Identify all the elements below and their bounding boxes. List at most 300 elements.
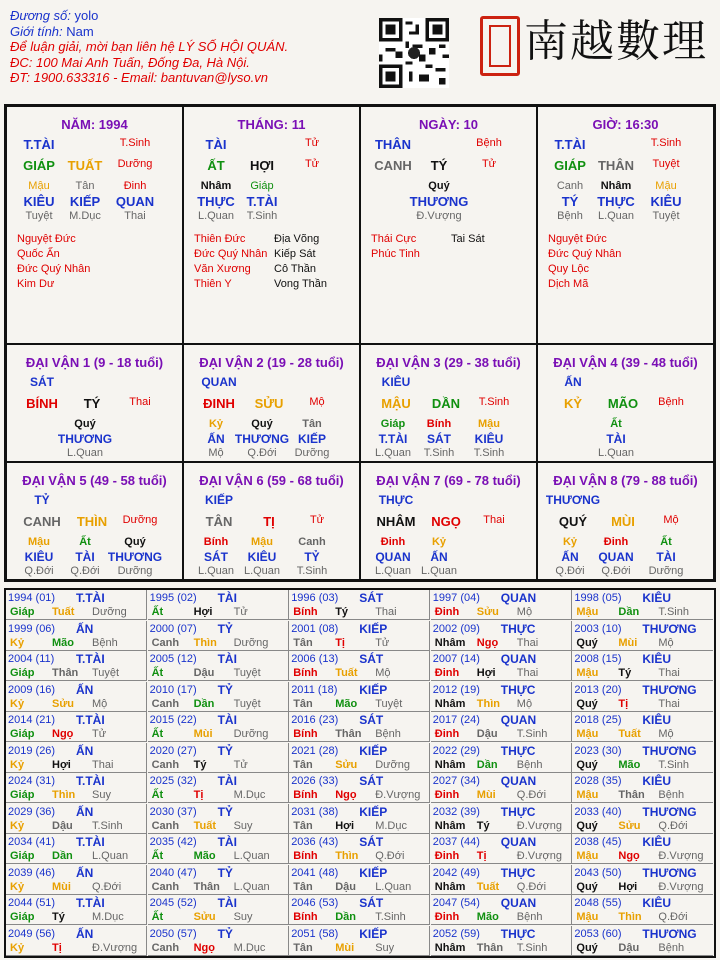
year-life-stage: Q.Đới (658, 911, 688, 923)
dai-van-ten-god: KIÊU (24, 550, 54, 564)
dai-van-life-stage: Q.Đới (601, 565, 631, 577)
year-branch: Mùi (193, 728, 213, 740)
contact-line: Để luận giải, mời bạn liên hệ LÝ SỐ HỘI QUÁN. (10, 39, 289, 54)
year-label: 2039 (46) (8, 866, 56, 879)
year-life-stage: Tuyệt (375, 697, 403, 710)
year-star: QUAN (500, 713, 537, 727)
dai-van-stage: Mộ (663, 514, 679, 526)
year-cell (572, 865, 713, 895)
pillar-value: L.Quan (197, 210, 235, 222)
pillar-value: Dưỡng (117, 158, 153, 170)
pillar-value: Nhâm (600, 180, 632, 192)
year-label: 2025 (32) (149, 775, 197, 787)
year-cell (6, 834, 147, 864)
year-branch: Tý (476, 819, 490, 832)
year-life-stage: Đ.Vượng (516, 819, 562, 832)
year-branch: Ngọ (476, 636, 499, 649)
pillar-value: T.TÀI (23, 137, 55, 152)
year-label: 1994 (01) (8, 592, 56, 604)
year-branch: Ngọ (52, 728, 74, 740)
year-label: 2049 (56) (8, 927, 56, 940)
year-cell (289, 865, 430, 895)
dai-van-hidden-stem: Đinh (603, 536, 629, 548)
year-stem: Nhâm (434, 880, 466, 893)
pillar-value: THÂN (597, 158, 635, 173)
year-stem: Bính (293, 850, 318, 862)
dai-van-title: ĐẠI VẬN 8 (79 - 88 tuổi) (553, 473, 698, 488)
year-stem: Mậu (576, 667, 599, 679)
year-branch: Dần (193, 697, 215, 710)
year-stem: Canh (151, 758, 180, 771)
year-branch: Thìn (476, 697, 501, 710)
shensha-star: Đức Quý Nhân (194, 248, 268, 260)
year-label: 2022 (29) (432, 744, 480, 757)
year-cell (6, 682, 147, 712)
year-branch: Mùi (476, 789, 496, 801)
year-stem: Ất (151, 606, 164, 618)
year-stem: Mậu (576, 850, 599, 862)
year-branch: Hợi (52, 758, 71, 771)
dai-van-star: THỰC (378, 493, 414, 507)
year-life-stage: Thai (92, 758, 114, 771)
year-stem: Nhâm (434, 758, 466, 771)
year-cell (6, 651, 147, 681)
year-stem: Canh (151, 819, 180, 832)
year-star: SÁT (359, 652, 384, 666)
pillar-value: L.Quan (597, 210, 635, 222)
owner-line (10, 8, 288, 24)
dai-van-star: QUAN (201, 375, 237, 389)
year-cell (572, 621, 713, 651)
dai-van-life-stage: Dưỡng (117, 565, 153, 577)
year-branch: Hợi (193, 606, 213, 618)
year-cell (431, 773, 572, 803)
year-star: THỰC (500, 865, 536, 880)
dai-van-stem: MẬU (381, 396, 411, 411)
year-stem: Tân (293, 636, 313, 649)
year-star: TỶ (217, 804, 233, 819)
pillar-value: KIÊU (650, 194, 682, 209)
year-star: THƯƠNG (642, 621, 697, 636)
year-star: THỰC (500, 926, 536, 941)
year-cell (148, 712, 289, 742)
year-label: 2036 (43) (291, 836, 339, 848)
year-stem: Tân (293, 697, 313, 710)
year-label: 1997 (04) (432, 592, 480, 604)
year-cell (431, 651, 572, 681)
year-cell (148, 834, 289, 864)
year-life-stage: Đ.Vượng (92, 941, 138, 954)
year-stem: Nhâm (434, 636, 466, 649)
year-star: KIẾP (359, 682, 388, 697)
year-star: T.TÀI (76, 835, 105, 849)
dai-van-cell (537, 344, 714, 462)
dai-van-star: SÁT (30, 375, 54, 389)
dai-van-ten-god: ẤN (207, 432, 225, 446)
year-label: 2002 (09) (432, 622, 480, 635)
dai-van-stem: KỶ (563, 396, 583, 411)
pillar-value: Tuyệt (652, 158, 680, 170)
year-cell (431, 590, 572, 620)
year-cell (148, 621, 289, 651)
year-stem: Giáp (10, 850, 35, 862)
dai-van-life-stage: Q.Đới (70, 565, 100, 577)
year-label: 2018 (25) (574, 714, 622, 726)
year-label: 2048 (55) (574, 897, 622, 909)
dai-van-cell (6, 344, 183, 462)
pillar-value: Tử (304, 158, 320, 170)
dai-van-ten-god: SÁT (427, 432, 451, 446)
pillar-value: Bệnh (476, 137, 502, 149)
year-label: 2008 (15) (574, 653, 622, 665)
year-branch: Dậu (193, 667, 215, 679)
year-stem: Tân (293, 880, 313, 893)
year-star: TÀI (217, 835, 237, 849)
year-star: T.TÀI (76, 774, 105, 788)
year-life-stage: Mộ (658, 636, 674, 649)
year-stem: Mậu (576, 606, 599, 618)
year-life-stage: Tuyệt (233, 697, 261, 710)
year-star: TÀI (217, 591, 237, 605)
year-life-stage: Bệnh (516, 911, 543, 923)
shensha-star: Kim Dư (17, 278, 55, 290)
year-label: 2020 (27) (149, 744, 197, 757)
year-cell (6, 743, 147, 773)
dai-van-hidden-stem: Kỷ (208, 418, 224, 430)
year-life-stage: Đ.Vượng (516, 850, 562, 862)
dai-van-ten-god: ẤN (430, 550, 448, 564)
owner-label: Đương số: (10, 8, 71, 23)
pillar-cell (6, 106, 183, 344)
year-cell (431, 712, 572, 742)
year-life-stage: T.Sinh (516, 728, 548, 740)
year-life-stage: Mộ (92, 697, 108, 710)
year-star: THƯƠNG (642, 743, 697, 758)
year-cell (289, 651, 430, 681)
pillar-value: Mậu (28, 180, 50, 192)
year-label: 2024 (31) (8, 775, 56, 787)
year-cell (431, 621, 572, 651)
year-life-stage: Bệnh (92, 636, 118, 649)
year-star: ẤN (76, 682, 94, 697)
year-branch: Hợi (618, 880, 638, 893)
dai-van-star: ẤN (564, 375, 582, 389)
address-line: ĐC: 100 Mai Anh Tuấn, Đống Đa, Hà Nội. (10, 54, 250, 70)
yearly-luck-table (4, 588, 716, 958)
year-branch: Tý (618, 667, 632, 679)
year-star: QUAN (500, 896, 537, 910)
year-star: THƯƠNG (642, 865, 697, 880)
pillar-value: Tuyệt (652, 210, 680, 222)
pillar-cell (537, 106, 714, 344)
year-cell (6, 895, 147, 925)
year-cell (289, 743, 430, 773)
year-stem: Ất (151, 911, 164, 923)
four-pillars-grid (4, 104, 716, 582)
year-star: THƯƠNG (642, 926, 697, 941)
shensha-star: Nguyệt Đức (548, 233, 607, 245)
year-cell (6, 804, 147, 834)
year-life-stage: L.Quan (233, 880, 270, 893)
year-star: T.TÀI (76, 652, 105, 666)
year-star: TỶ (217, 743, 233, 758)
pillar-cell (183, 106, 360, 344)
year-stem: Giáp (10, 911, 35, 923)
year-cell (148, 895, 289, 925)
pillar-title: GIỜ: 16:30 (592, 117, 659, 132)
year-star: KIÊU (642, 774, 672, 788)
year-cell (148, 590, 289, 620)
dai-van-ten-god: TÀI (606, 432, 626, 446)
year-star: KIÊU (642, 652, 672, 666)
year-life-stage: Dưỡng (233, 636, 269, 649)
dai-van-ten-god: KIÊU (474, 432, 504, 446)
year-life-stage: Tử (375, 636, 390, 649)
year-stem: Bính (293, 606, 318, 618)
year-star: KIẾP (359, 804, 388, 819)
pillar-value: Đinh (123, 180, 147, 192)
dai-van-life-stage: L.Quan (197, 565, 235, 577)
year-cell (431, 865, 572, 895)
year-star: TỶ (217, 926, 233, 941)
year-life-stage: Suy (92, 789, 111, 801)
year-stem: Kỷ (10, 819, 25, 832)
shensha-star: Dịch Mã (548, 278, 589, 290)
year-label: 2032 (39) (432, 805, 480, 818)
year-cell (148, 804, 289, 834)
year-label: 2037 (44) (432, 836, 480, 848)
dai-van-stage: Thai (129, 396, 151, 408)
dai-van-cell (183, 462, 360, 580)
year-star: TÀI (217, 774, 237, 788)
pillar-value: THƯƠNG (409, 194, 469, 209)
dai-van-ten-god: KIẾP (297, 432, 326, 446)
year-cell (289, 712, 430, 742)
year-label: 2044 (51) (8, 897, 56, 909)
gender-line (10, 24, 288, 40)
qr-code-icon (379, 18, 449, 88)
year-life-stage: T.Sinh (375, 911, 406, 923)
year-star: TỶ (217, 682, 233, 697)
dai-van-ten-god: TÀI (75, 550, 95, 564)
year-star: TÀI (217, 896, 237, 910)
pillar-value: T.TÀI (246, 194, 278, 209)
year-life-stage: T.Sinh (658, 758, 689, 771)
pillar-value: GIÁP (554, 158, 586, 173)
year-stem: Đinh (434, 789, 460, 801)
year-life-stage: Bệnh (516, 758, 543, 771)
year-star: TÀI (217, 713, 237, 727)
year-branch: Sửu (193, 911, 216, 923)
dai-van-title: ĐẠI VẬN 5 (49 - 58 tuổi) (22, 473, 167, 488)
year-cell (572, 651, 713, 681)
dai-van-life-stage: Dưỡng (648, 565, 684, 577)
dai-van-branch: TỊ (263, 514, 275, 529)
dai-van-life-stage: L.Quan (66, 447, 104, 459)
dai-van-branch: SỬU (254, 396, 284, 411)
year-life-stage: L.Quan (375, 880, 412, 893)
year-stem: Ất (151, 789, 164, 801)
shensha-star: Quy Lộc (548, 263, 589, 275)
year-life-stage: Thai (516, 667, 539, 679)
pillar-value: Tử (481, 158, 497, 170)
year-life-stage: Mộ (375, 667, 391, 679)
year-label: 2017 (24) (432, 714, 480, 726)
year-branch: Sửu (335, 758, 358, 771)
year-branch: Thân (52, 667, 79, 679)
dai-van-branch: MÙI (611, 514, 635, 529)
year-label: 2035 (42) (149, 836, 197, 848)
year-branch: Mão (193, 850, 216, 862)
year-branch: Tý (52, 911, 65, 923)
year-label: 2003 (10) (574, 622, 622, 635)
year-cell (6, 865, 147, 895)
dai-van-hidden-stem: Quý (124, 536, 146, 548)
year-cell (572, 590, 713, 620)
year-star: QUAN (500, 652, 537, 666)
year-stem: Bính (293, 728, 318, 740)
dai-van-ten-god: TÀI (656, 550, 676, 564)
year-star: ẤN (76, 621, 94, 636)
dai-van-life-stage: L.Quan (243, 565, 281, 577)
pillar-title: NĂM: 1994 (61, 117, 128, 132)
year-cell (148, 773, 289, 803)
dai-van-life-stage: Dưỡng (294, 447, 330, 459)
dai-van-hidden-stem: Quý (74, 418, 96, 430)
year-branch: Dần (476, 758, 498, 771)
year-branch: Tị (335, 636, 345, 649)
dai-van-life-stage: Mộ (208, 447, 224, 459)
year-label: 2052 (59) (432, 927, 480, 940)
year-life-stage: T.Sinh (92, 819, 123, 832)
year-branch: Thìn (335, 850, 359, 862)
year-stem: Kỷ (10, 636, 25, 649)
pillar-value: Đ.Vượng (416, 210, 462, 222)
year-label: 2019 (26) (8, 744, 56, 757)
year-stem: Bính (293, 911, 318, 923)
year-branch: Mão (618, 758, 641, 771)
year-cell (572, 682, 713, 712)
pillar-value: Canh (556, 180, 584, 192)
year-cell (431, 682, 572, 712)
year-star: ẤN (76, 804, 94, 819)
year-branch: Tuất (476, 880, 500, 893)
shensha-star: Phúc Tinh (371, 248, 420, 260)
year-branch: Mão (52, 636, 74, 649)
year-label: 2045 (52) (149, 897, 197, 909)
year-life-stage: Q.Đới (658, 819, 688, 832)
dai-van-life-stage: T.Sinh (473, 447, 505, 459)
year-star: KIÊU (642, 896, 672, 910)
year-cell (148, 682, 289, 712)
year-star: THỰC (500, 682, 536, 697)
year-stem: Kỷ (10, 880, 25, 893)
year-label: 2029 (36) (8, 805, 56, 818)
year-label: 1998 (05) (574, 592, 622, 604)
dai-van-branch: DẦN (431, 396, 461, 411)
year-label: 2012 (19) (432, 683, 480, 696)
year-cell (6, 773, 147, 803)
pillar-value: KIÊU (23, 194, 55, 209)
year-label: 2053 (60) (574, 927, 622, 940)
year-branch: Dậu (335, 880, 356, 893)
year-stem: Giáp (10, 606, 35, 618)
year-star: SÁT (359, 835, 384, 849)
year-branch: Mão (335, 697, 358, 710)
year-stem: Canh (151, 941, 180, 954)
year-life-stage: Dưỡng (233, 728, 269, 740)
year-branch: Tị (52, 941, 62, 954)
year-branch: Dần (618, 606, 640, 618)
dai-van-life-stage: Q.Đới (24, 565, 54, 577)
year-star: T.TÀI (76, 713, 105, 727)
year-life-stage: L.Quan (92, 850, 129, 862)
year-stem: Quý (576, 697, 598, 710)
pillar-value: GIÁP (23, 158, 55, 173)
year-label: 2023 (30) (574, 744, 622, 757)
dai-van-hidden-stem: Kỷ (431, 536, 447, 548)
pillar-value: T.Sinh (650, 137, 682, 149)
dai-van-stem: ĐINH (203, 396, 235, 411)
year-label: 2007 (14) (432, 653, 480, 665)
year-branch: Sửu (52, 697, 75, 710)
year-star: THƯƠNG (642, 804, 697, 819)
year-star: T.TÀI (76, 591, 105, 605)
year-life-stage: Mộ (658, 728, 674, 740)
shensha-star: Đức Quý Nhân (17, 263, 91, 275)
pillar-value: Nhâm (200, 180, 232, 192)
dai-van-stem: CANH (23, 514, 61, 529)
year-label: 2016 (23) (291, 714, 339, 726)
dai-van-ten-god: T.TÀI (378, 432, 408, 446)
logo-text: 南越數理 (524, 16, 708, 67)
year-stem: Ất (151, 728, 164, 740)
year-cell (289, 834, 430, 864)
year-branch: Tuất (335, 667, 358, 679)
dai-van-life-stage: Q.Đới (555, 565, 585, 577)
dai-van-hidden-stem: Đinh (380, 536, 406, 548)
year-star: T.TÀI (76, 896, 105, 910)
year-life-stage: Q.Đới (516, 789, 547, 801)
dai-van-ten-god: SÁT (204, 550, 228, 564)
year-star: SÁT (359, 591, 384, 605)
dai-van-stage: Bệnh (658, 396, 684, 408)
gender-label: Giới tính: (10, 23, 63, 39)
year-branch: Sửu (476, 606, 499, 618)
dai-van-branch: THÌN (76, 514, 108, 529)
dai-van-life-stage: Q.Đới (247, 447, 277, 459)
dai-van-hidden-stem: Bính (426, 418, 452, 430)
year-stem: Đinh (434, 850, 460, 862)
year-life-stage: Q.Đới (516, 880, 547, 893)
dai-van-cell (537, 462, 714, 580)
dai-van-ten-god: THƯƠNG (234, 432, 290, 446)
year-life-stage: Thai (658, 667, 680, 679)
year-branch: Dậu (52, 819, 73, 832)
year-label: 2041 (48) (291, 866, 339, 879)
year-stem: Giáp (10, 728, 35, 740)
pillar-title: THÁNG: 11 (237, 117, 306, 132)
year-stem: Mậu (576, 911, 599, 923)
year-branch: Mùi (52, 880, 71, 893)
year-branch: Tị (618, 697, 629, 710)
year-life-stage: Đ.Vượng (375, 789, 421, 801)
year-star: KIẾP (359, 926, 388, 941)
year-label: 2030 (37) (149, 805, 197, 818)
year-star: QUAN (500, 835, 537, 849)
year-stem: Quý (576, 819, 598, 832)
year-cell (148, 865, 289, 895)
